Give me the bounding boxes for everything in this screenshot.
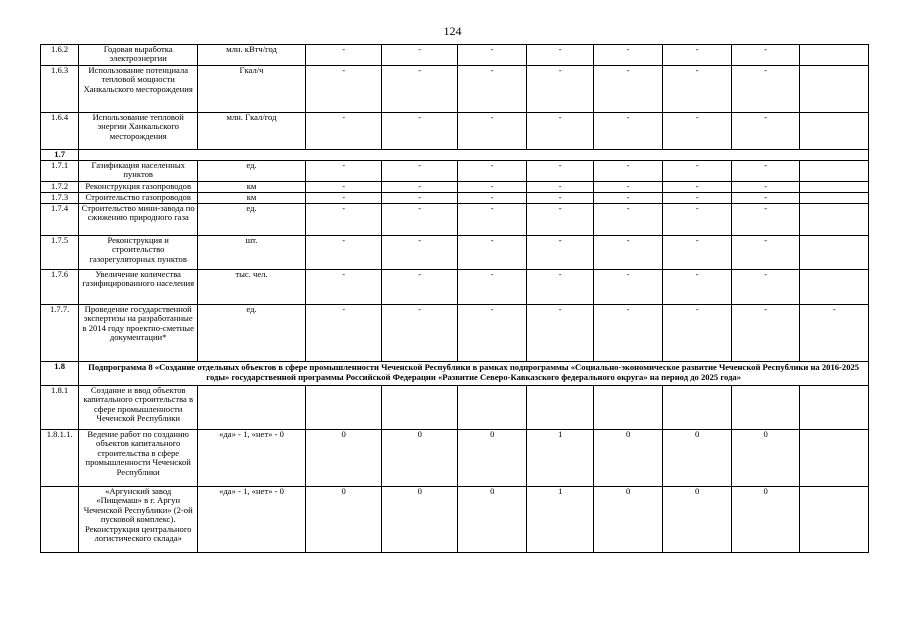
row-value: - xyxy=(527,161,593,182)
row-value: - xyxy=(663,182,731,193)
row-number: 1.7.1 xyxy=(41,161,79,182)
row-value: - xyxy=(731,161,799,182)
row-value: - xyxy=(731,66,799,113)
row-value: - xyxy=(382,66,458,113)
row-value xyxy=(800,182,869,193)
row-value xyxy=(731,386,799,430)
row-value: - xyxy=(593,204,663,236)
row-name: Использование потенциала тепловой мощности Ханкальского месторождения xyxy=(79,66,198,113)
row-number: 1.7.6 xyxy=(41,270,79,305)
row-value: - xyxy=(457,305,527,362)
row-value: - xyxy=(457,66,527,113)
table-row xyxy=(41,204,869,236)
row-value: - xyxy=(731,236,799,270)
row-value: - xyxy=(305,66,382,113)
row-number: 1.7.4 xyxy=(41,204,79,236)
row-value: - xyxy=(593,270,663,305)
row-value xyxy=(800,193,869,204)
row-name: Реконструкция газопроводов xyxy=(79,182,198,193)
row-value: - xyxy=(663,305,731,362)
section-number: 1.7 xyxy=(41,150,79,161)
row-value: - xyxy=(305,193,382,204)
row-value xyxy=(800,430,869,487)
row-number: 1.8.1 xyxy=(41,386,79,430)
row-number: 1.7.2 xyxy=(41,182,79,193)
table-row xyxy=(41,161,869,182)
row-value: - xyxy=(663,113,731,150)
row-value: 0 xyxy=(457,487,527,553)
row-name: Строительство мини-завода по сжижению природного газа xyxy=(79,204,198,236)
row-number xyxy=(41,487,79,553)
row-value: - xyxy=(457,204,527,236)
row-value: - xyxy=(382,270,458,305)
row-value: - xyxy=(305,204,382,236)
row-value: - xyxy=(457,270,527,305)
row-value: 0 xyxy=(731,487,799,553)
row-value: - xyxy=(382,161,458,182)
row-name: Реконструкция и строительство газорегуляторных пунктов xyxy=(79,236,198,270)
row-unit xyxy=(198,386,306,430)
row-number: 1.7.3 xyxy=(41,193,79,204)
row-name: Строительство газопроводов xyxy=(79,193,198,204)
row-value: - xyxy=(593,161,663,182)
row-value: - xyxy=(457,113,527,150)
row-value: - xyxy=(527,204,593,236)
row-name: «Аргунский завод «Пищемаш» в г. Аргун Чеченской Республики» (2-ой пусковой комплекс). Реконструкция центрального логистического склада» xyxy=(79,487,198,553)
row-value: - xyxy=(663,66,731,113)
row-value: - xyxy=(527,305,593,362)
row-value xyxy=(457,386,527,430)
row-name: Проведение государственной экспертизы на разработанные в 2014 году проектно-сметные документации* xyxy=(79,305,198,362)
row-value: 0 xyxy=(663,487,731,553)
indicators-table xyxy=(40,44,869,553)
row-value: - xyxy=(663,45,731,66)
row-value xyxy=(593,386,663,430)
row-unit: млн. кВтч/год xyxy=(198,45,306,66)
row-value: - xyxy=(457,193,527,204)
row-value: - xyxy=(663,236,731,270)
table-row xyxy=(41,182,869,193)
row-value xyxy=(800,113,869,150)
row-value: - xyxy=(527,45,593,66)
row-value xyxy=(800,487,869,553)
row-name: Ведение работ по созданию объектов капитального строительства в сфере промышленности Чеченской Республики xyxy=(79,430,198,487)
row-value xyxy=(800,66,869,113)
row-value: - xyxy=(527,66,593,113)
row-value: 0 xyxy=(663,430,731,487)
row-unit: «да» - 1, «нет» - 0 xyxy=(198,487,306,553)
row-value: - xyxy=(382,236,458,270)
section-title: Подпрограмма 8 «Создание отдельных объектов в сфере промышленности Чеченской Республики в рамках подпрограммы «Социально-экономическое развитие Чеченской Республики на 2016-2025 годы» государственной программы Российской Федерации «Развитие Северо-Кавказского федерального округа» на период до 2025 года» xyxy=(79,362,869,386)
row-unit: шт. xyxy=(198,236,306,270)
table-row xyxy=(41,45,869,66)
row-value: - xyxy=(731,204,799,236)
table-row xyxy=(41,386,869,430)
row-unit: «да» - 1, «нет» - 0 xyxy=(198,430,306,487)
row-value: 0 xyxy=(382,430,458,487)
row-value xyxy=(800,270,869,305)
row-value: - xyxy=(731,45,799,66)
row-value: 1 xyxy=(527,487,593,553)
row-value: 0 xyxy=(731,430,799,487)
row-name: Годовая выработка электроэнергии xyxy=(79,45,198,66)
row-value: 0 xyxy=(382,487,458,553)
row-value: - xyxy=(731,193,799,204)
row-unit: Гкал/ч xyxy=(198,66,306,113)
row-value xyxy=(663,386,731,430)
table-row xyxy=(41,193,869,204)
table-row xyxy=(41,305,869,362)
row-number: 1.7.5 xyxy=(41,236,79,270)
row-value: - xyxy=(457,161,527,182)
row-value: - xyxy=(731,182,799,193)
row-unit: ед. xyxy=(198,161,306,182)
row-value: - xyxy=(382,182,458,193)
row-value: - xyxy=(731,270,799,305)
row-name: Газификация населенных пунктов xyxy=(79,161,198,182)
row-value: 0 xyxy=(593,487,663,553)
row-value: - xyxy=(593,182,663,193)
row-value: - xyxy=(382,45,458,66)
row-value xyxy=(527,386,593,430)
row-number: 1.6.3 xyxy=(41,66,79,113)
table-row xyxy=(41,487,869,553)
table-row xyxy=(41,236,869,270)
row-number: 1.6.2 xyxy=(41,45,79,66)
row-value: - xyxy=(663,270,731,305)
row-value: 1 xyxy=(527,430,593,487)
row-value: - xyxy=(593,66,663,113)
section-title xyxy=(79,150,869,161)
row-value: - xyxy=(305,270,382,305)
row-value xyxy=(382,386,458,430)
row-value: 0 xyxy=(593,430,663,487)
row-unit: млн. Гкал/год xyxy=(198,113,306,150)
row-value: - xyxy=(527,270,593,305)
row-value: - xyxy=(663,193,731,204)
row-value: - xyxy=(527,113,593,150)
section-row xyxy=(41,362,869,386)
row-value: - xyxy=(527,236,593,270)
row-value xyxy=(800,204,869,236)
row-value: - xyxy=(305,182,382,193)
row-value: - xyxy=(457,45,527,66)
row-value: - xyxy=(731,305,799,362)
row-number: 1.8.1.1. xyxy=(41,430,79,487)
row-value: - xyxy=(593,193,663,204)
row-value xyxy=(800,45,869,66)
row-value: - xyxy=(382,305,458,362)
row-value: - xyxy=(305,161,382,182)
row-value: 0 xyxy=(457,430,527,487)
row-value: - xyxy=(527,193,593,204)
page-number: 124 xyxy=(443,24,462,38)
row-value xyxy=(800,386,869,430)
row-value: - xyxy=(593,236,663,270)
row-value: - xyxy=(305,113,382,150)
row-value: 0 xyxy=(305,487,382,553)
row-name: Использование тепловой энергии Ханкальского месторождения xyxy=(79,113,198,150)
row-value: - xyxy=(593,45,663,66)
row-value: - xyxy=(382,113,458,150)
row-value: - xyxy=(382,204,458,236)
row-number: 1.7.7. xyxy=(41,305,79,362)
row-unit: тыс. чел. xyxy=(198,270,306,305)
row-value: - xyxy=(527,182,593,193)
row-name: Создание и ввод объектов капитального строительства в сфере промышленности Чеченской Республики xyxy=(79,386,198,430)
row-value: - xyxy=(731,113,799,150)
row-unit: ед. xyxy=(198,305,306,362)
section-number: 1.8 xyxy=(41,362,79,386)
row-value: - xyxy=(593,113,663,150)
row-value xyxy=(305,386,382,430)
row-value: - xyxy=(305,45,382,66)
row-value: 0 xyxy=(305,430,382,487)
table-row xyxy=(41,270,869,305)
row-value: - xyxy=(593,305,663,362)
row-value: - xyxy=(457,236,527,270)
section-row xyxy=(41,150,869,161)
row-value xyxy=(800,236,869,270)
row-value: - xyxy=(663,204,731,236)
table-row xyxy=(41,66,869,113)
row-value: - xyxy=(800,305,869,362)
row-unit: ед. xyxy=(198,204,306,236)
row-value: - xyxy=(305,305,382,362)
table-row xyxy=(41,113,869,150)
row-value xyxy=(800,161,869,182)
row-number: 1.6.4 xyxy=(41,113,79,150)
row-value: - xyxy=(382,193,458,204)
row-value: - xyxy=(663,161,731,182)
row-unit: км xyxy=(198,182,306,193)
row-name: Увеличение количества газифицированного населения xyxy=(79,270,198,305)
table-row xyxy=(41,430,869,487)
row-unit: км xyxy=(198,193,306,204)
row-value: - xyxy=(305,236,382,270)
row-value: - xyxy=(457,182,527,193)
